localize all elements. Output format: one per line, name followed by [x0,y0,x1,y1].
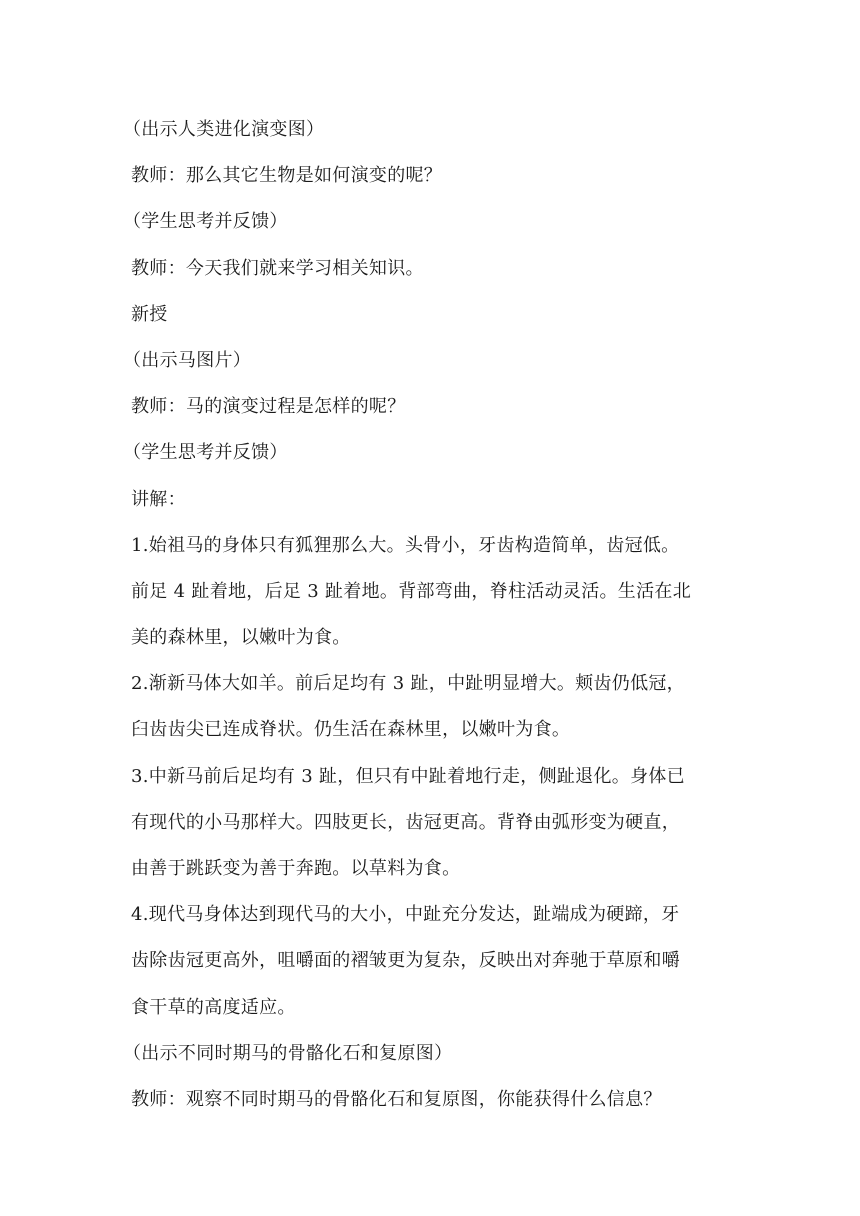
paragraph-line: 1.始祖马的身体只有狐狸那么大。头骨小，牙齿构造简单，齿冠低。 [131,534,680,556]
teacher-line: 教师：马的演变过程是怎样的呢？ [131,396,406,418]
stage-direction: （出示马图片） [123,349,252,371]
stage-direction: （学生思考并反馈） [123,442,288,464]
paragraph-line: 食干草的高度适应。 [131,996,296,1018]
stage-direction: （出示不同时期马的骨骼化石和复原图） [123,1042,453,1064]
paragraph-line: 4.现代马身体达到现代马的大小，中趾充分发达，趾端成为硬蹄，牙 [131,904,680,926]
teacher-line: 教师：那么其它生物是如何演变的呢？ [131,165,443,187]
paragraph-line: 齿除齿冠更高外，咀嚼面的褶皱更为复杂，反映出对奔驰于草原和嚼 [131,950,680,972]
paragraph-line: 由善于跳跃变为善于奔跑。以草料为食。 [131,858,461,879]
teacher-line: 教师：观察不同时期马的骨骼化石和复原图，你能获得什么信息？ [131,1088,662,1110]
paragraph-line: 3.中新马前后足均有 3 趾，但只有中趾着地行走，侧趾退化。身体已 [131,765,685,787]
teacher-line: 教师：今天我们就来学习相关知识。 [131,257,424,279]
stage-direction: （学生思考并反馈） [123,211,288,233]
paragraph-line: 前足 4 趾着地，后足 3 趾着地。背部弯曲，脊柱活动灵活。生活在北 [131,580,691,602]
document-page [123,107,741,1123]
stage-direction: （出示人类进化演变图） [123,119,325,140]
explanation-label: 讲解： [131,488,186,510]
paragraph-line: 臼齿齿尖已连成脊状。仍生活在森林里，以嫩叶为食。 [131,719,571,741]
paragraph-line: 有现代的小马那样大。四肢更长，齿冠更高。背脊由弧形变为硬直， [131,811,680,833]
section-heading: 新授 [131,303,168,325]
paragraph-line: 2.渐新马体大如羊。前后足均有 3 趾，中趾明显增大。颊齿仍低冠， [131,673,685,695]
paragraph-line: 美的森林里，以嫩叶为食。 [131,627,351,649]
